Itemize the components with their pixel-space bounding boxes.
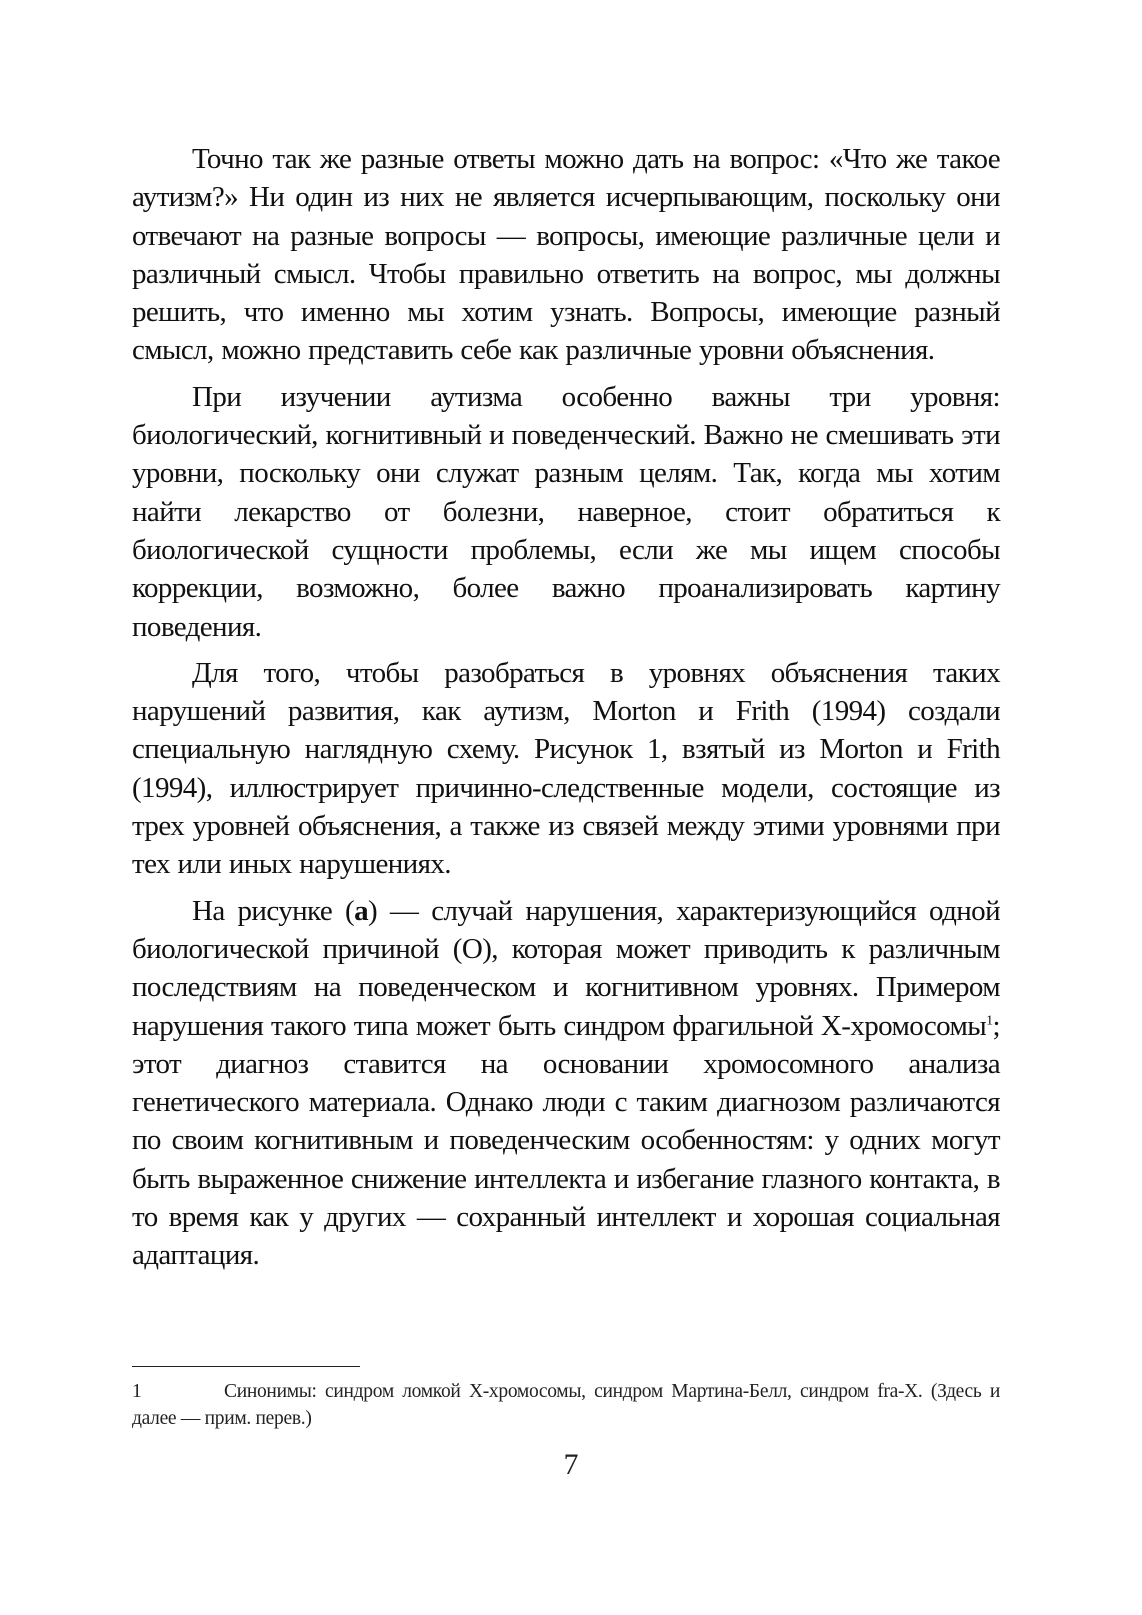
footnote (132, 1378, 1000, 1432)
paragraph-3: Для того, чтобы разобраться в уровнях объяснения таких нарушений развития, как аутизм, Morton и Frith (1994) создали специальную наглядную схему. Рисунок 1, взятый из Morton и Frith (1994), иллюстрирует причинно-следственные модели, состоящие из трех уровней объяснения, а также из связей между этими уровнями при тех или иных нарушениях. (132, 656, 1000, 881)
paragraph-2: При изучении аутизма особенно важны три уровня: биологический, когнитивный и поведенческий. Важно не смешивать эти уровни, поскольку они служат разным целям. Так, когда мы хотим найти лекарство от болезни, наверное, стоит обратиться к биологической сущности проблемы, если же мы ищем способы коррекции, возможно, более важно проанализировать картину поведения. (132, 380, 1000, 643)
page-body (132, 140, 1000, 1283)
footnote-text: Синонимы: синдром ломкой Х-хромосомы, синдром Мартина-Белл, синдром fra-X. (Здесь и далее — прим. перев.) (132, 1381, 1000, 1429)
paragraph-4-post: ; этот диагноз ставится на основании хромосомного анализа генетического материала. Однако люди с таким диагнозом различаются по своим когнитивным и поведенческим особенностям: у одних могут быть выраженное снижение интеллекта и избегание глазного контакта, в то время как у других — сохранный интеллект и хорошая социальная адаптация. (132, 1009, 1000, 1272)
paragraph-4-pre: На рисунке ( (192, 894, 355, 927)
paragraph-1: Точно так же разные ответы можно дать на вопрос: «Что же такое аутизм?» Ни один из них не является исчерпывающим, поскольку они отвечают на разные вопросы — вопросы, имеющие различные цели и различный смысл. Чтобы правильно ответить на вопрос, мы должны решить, что именно мы хотим узнать. Вопросы, имеющие разный смысл, можно представить себе как различные уровни объяснения. (132, 143, 1000, 367)
page-number: 7 (563, 1448, 579, 1481)
footnote-divider (132, 1366, 360, 1367)
figure-label-a: а (354, 894, 368, 927)
footnote-ref[interactable]: 1 (986, 1012, 993, 1028)
footnote-number: 1 (132, 1381, 142, 1402)
paragraph-4-mid: ) — случай нарушения, характеризующийся одной биологической причиной (О), которая может приводить к различным последствиям на поведенческом и когнитивном уровнях. Примером нарушения такого типа может быть синдром фрагильной Х-хромосомы (132, 894, 1001, 1042)
paragraph-4 (132, 892, 1000, 1275)
